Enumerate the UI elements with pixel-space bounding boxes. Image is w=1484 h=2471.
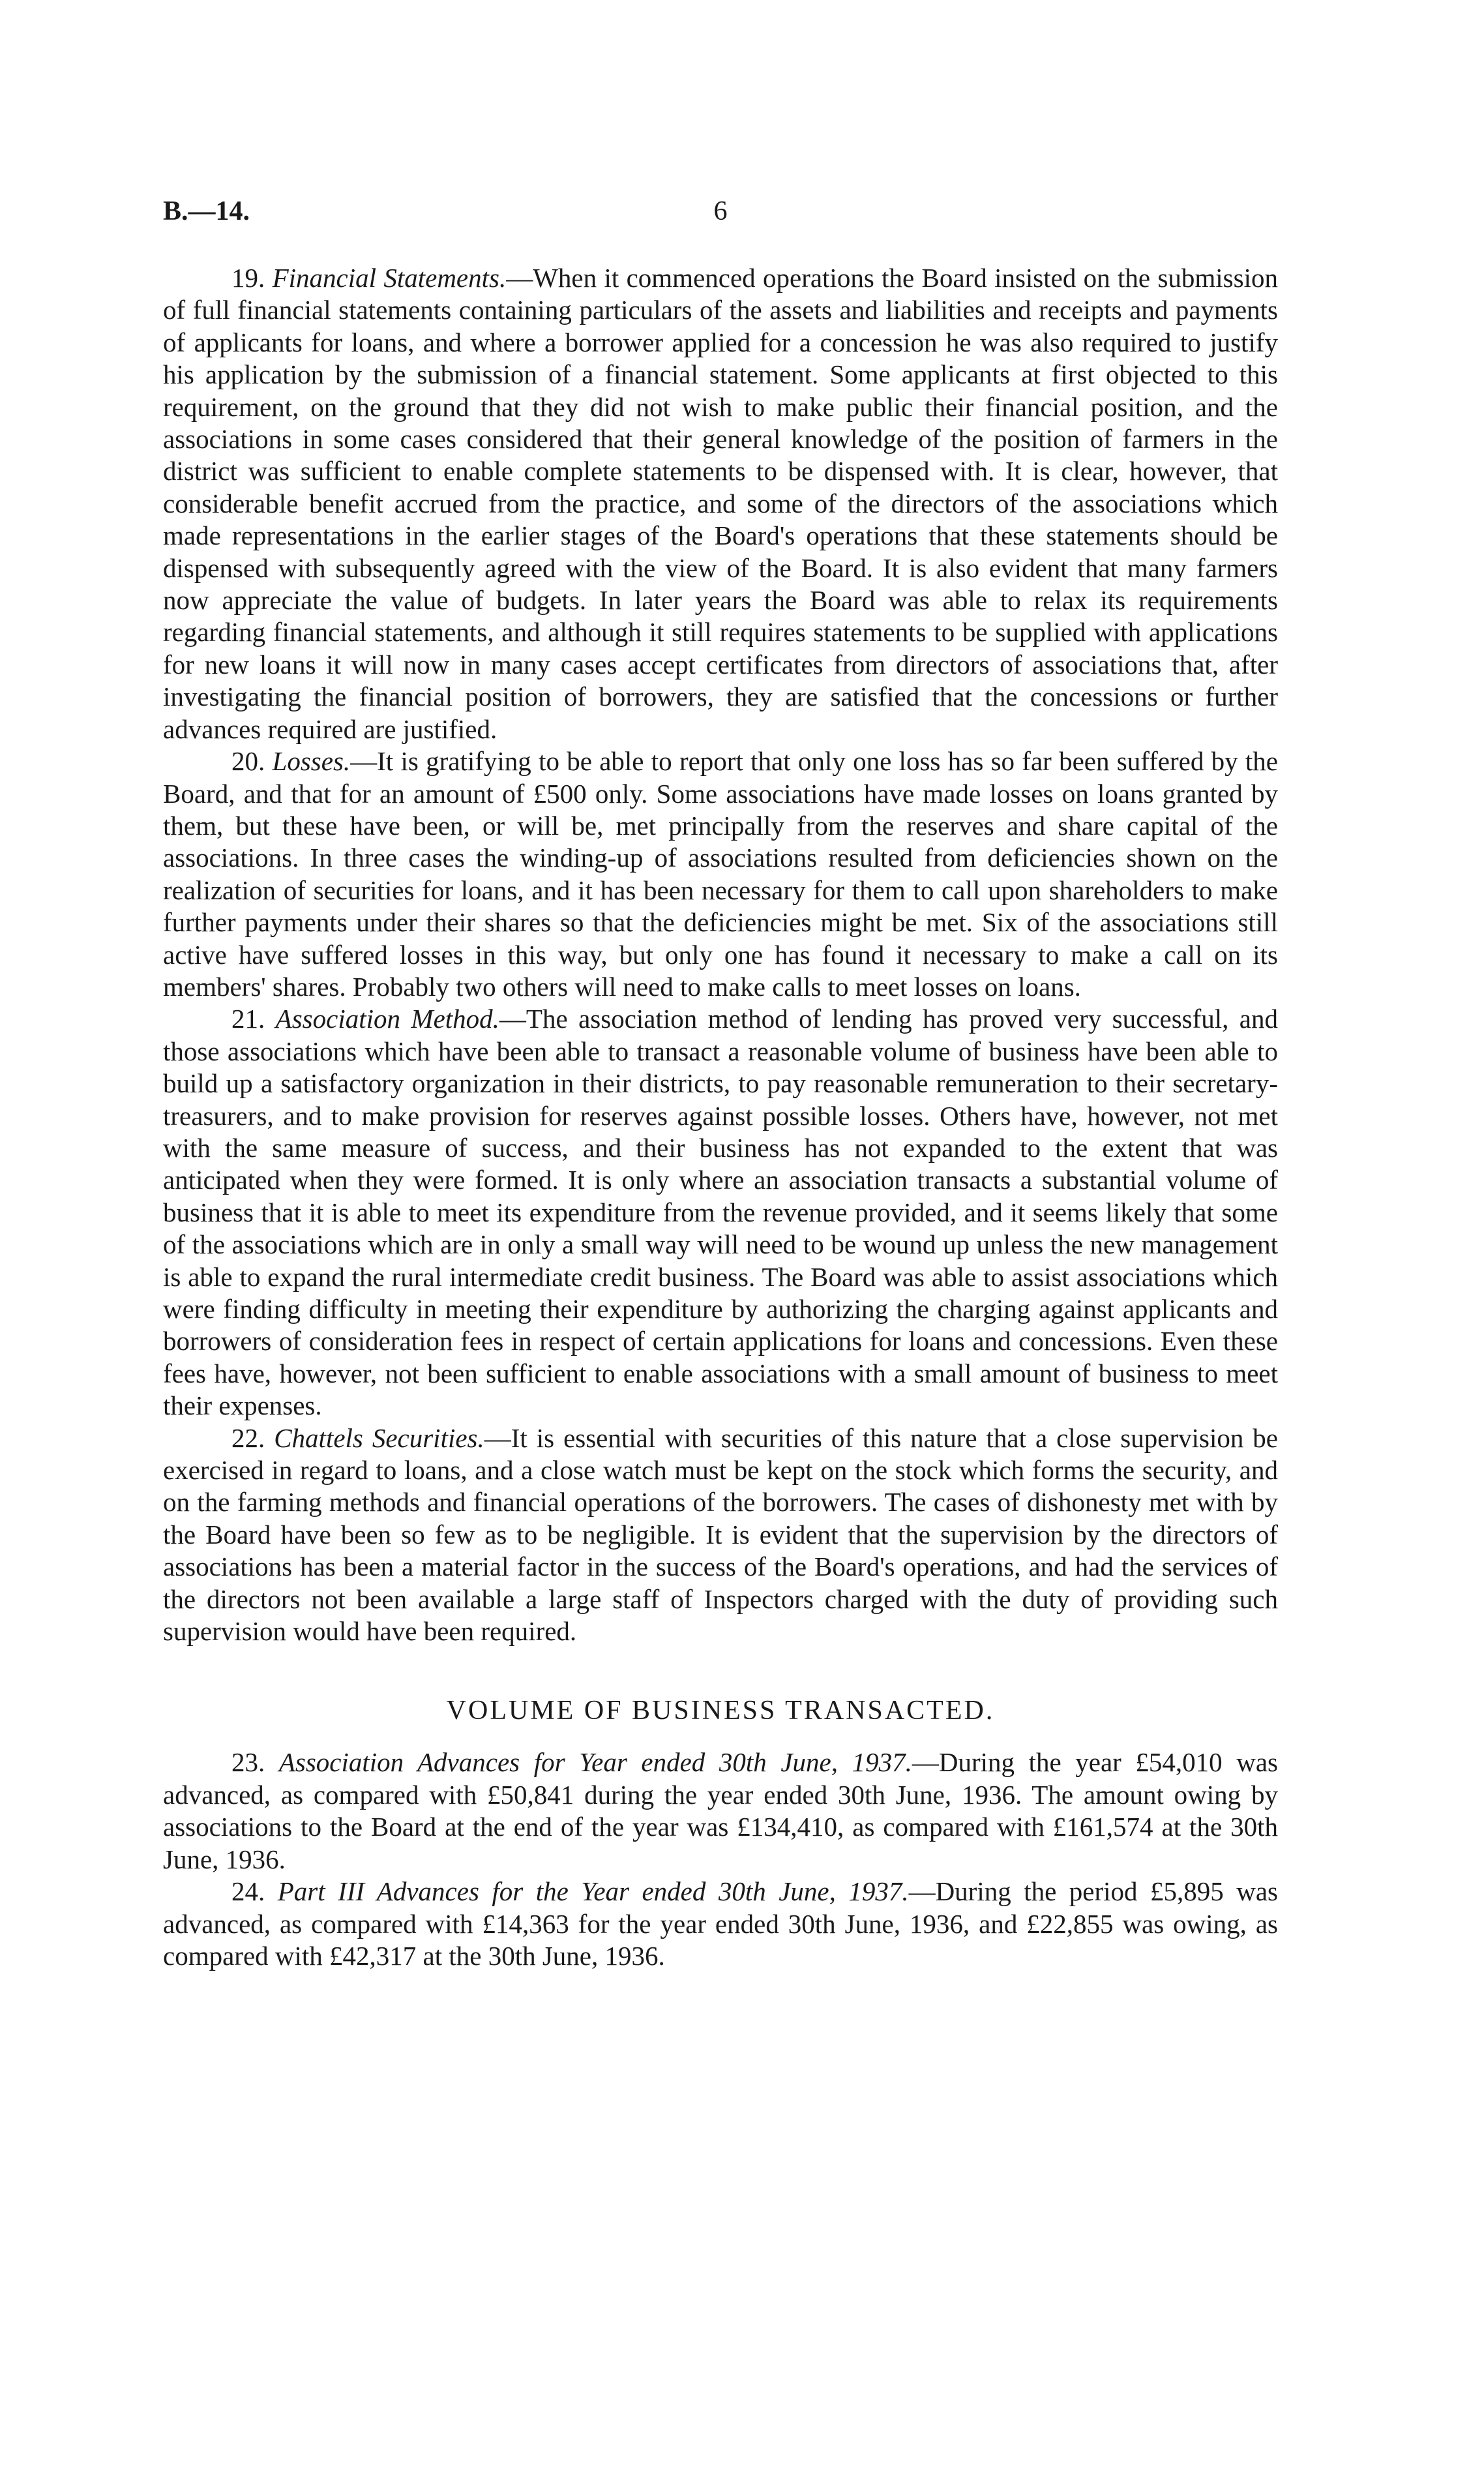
paragraph-text: —The association method of lending has proved very successful, and those associations which have been able to transact a reasonable volume of business have been able to build up a satisfactory organization in their districts, to pay reasonable remuneration to their secretary-treasurers, and to make provision for reserves against possible losses. Others have, however, not met with the same measure of success, and their business has not expanded to the extent that was anticipated when they were formed. It is only where an association transacts a substantial volume of business that it is able to meet its expenditure from the revenue provided, and it seems likely that some of the associations which are in only a small way will need to be wound up unless the new management is able to expand the rural intermediate credit business. The Board was able to assist associations which were finding difficulty in meeting their expenditure by authorizing the charging against applicants and borrowers of consideration fees in respect of certain applications for loans and concessions. Even these fees have, however, not been sufficient to enable associations with a small amount of business to meet their expenses. bbox=[163, 1004, 1279, 1421]
paragraph-title: Association Advances for Year ended 30th June, 1937. bbox=[278, 1747, 912, 1778]
page-number: 6 bbox=[713, 196, 728, 226]
paragraph-financial-statements bbox=[163, 262, 1278, 745]
page-header bbox=[163, 196, 1278, 235]
paragraph-chattels-securities bbox=[163, 1422, 1278, 1648]
paragraph-number: 24. bbox=[231, 1876, 265, 1907]
paragraph-losses bbox=[163, 745, 1278, 1003]
paragraph-text: —It is gratifying to be able to report that only one loss has so far been suffered by the Board, and that for an amount of £500 only. Some associations have made losses on loans granted by them, but these have been, or will be, met principally from the reserves and share capital of the associations. In three cases the winding-up of associations resulted from deficiencies shown on the realization of securities for loans, and it has been necessary for them to call upon shareholders to make further payments under their shares so that the deficiencies might be met. Six of the associations still active have suffered losses in this way, but only one has found it necessary to make a call on its members' shares. Probably two others will need to make calls to meet losses on loans. bbox=[163, 746, 1278, 1002]
document-reference: B.—14. bbox=[163, 196, 250, 226]
paragraph-title: Financial Statements. bbox=[272, 263, 507, 293]
paragraph-number: 22. bbox=[231, 1422, 265, 1453]
paragraph-title: Part III Advances for the Year ended 30th June, 1937. bbox=[277, 1876, 909, 1907]
paragraph-text: —During the year £54,010 was advanced, as compared with £50,841 during the year ended 30th June, 1936. The amount owing by associations to the Board at the end of the year was £134,410, as compared with £161,574 at the 30th June, 1936. bbox=[163, 1747, 1279, 1874]
paragraph-title: Chattels Securities. bbox=[274, 1422, 484, 1453]
paragraph-title: Losses. bbox=[272, 746, 351, 777]
paragraph-text: —When it commenced operations the Board insisted on the submission of full financial statements containing particulars of the assets and liabilities and receipts and payments of applicants for loans, and where a borrower applied for a concession he was also required to justify his application by the submission of a financial statement. Some applicants at first objected to this requirement, on the ground that they did not wish to make public their financial position, and the associations in some cases considered that their general knowledge of the position of farmers in the district was sufficient to enable complete statements to be dispensed with. It is clear, however, that considerable benefit accrued from the practice, and some of the directors of the associations which made representations in the earlier stages of the Board's operations that these statements should be dispensed with subsequently agreed with the view of the Board. It is also evident that many farmers now appreciate the value of budgets. In later years the Board was able to relax its requirements regarding financial statements, and although it still requires statements to be supplied with applications for new loans it will now in many cases accept certificates from directors of associations that, after investigating the financial position of borrowers, they are satisfied that the concessions or further advances required are justified. bbox=[163, 263, 1278, 744]
paragraph-text: —It is essential with securities of this nature that a close supervision be exercised in regard to loans, and a close watch must be kept on the stock which forms the security, and on the farming methods and financial operations of the borrowers. The cases of dishonesty met with by the Board have been so few as to be negligible. It is evident that the supervision by the directors of associations has been a material factor in the success of the Board's operations, and had the services of the directors not been available a large staff of Inspectors charged with the duty of providing such supervision would have been required. bbox=[163, 1422, 1278, 1647]
paragraph-association-method bbox=[163, 1003, 1278, 1422]
paragraph-number: 21. bbox=[231, 1004, 265, 1034]
section-heading: VOLUME OF BUSINESS TRANSACTED. bbox=[446, 1696, 995, 1726]
paragraph-part-iii-advances bbox=[163, 1876, 1278, 1972]
paragraph-number: 23. bbox=[231, 1747, 265, 1778]
paragraph-number: 19. bbox=[231, 263, 265, 293]
document-body bbox=[163, 262, 1278, 1972]
paragraph-number: 20. bbox=[231, 746, 265, 777]
paragraph-association-advances bbox=[163, 1746, 1278, 1876]
paragraph-text: —During the period £5,895 was advanced, as compared with £14,363 for the year ended 30th June, 1936, and £22,855 was owing, as compared with £42,317 at the 30th June, 1936. bbox=[163, 1876, 1278, 1971]
paragraph-title: Association Method. bbox=[275, 1004, 499, 1034]
